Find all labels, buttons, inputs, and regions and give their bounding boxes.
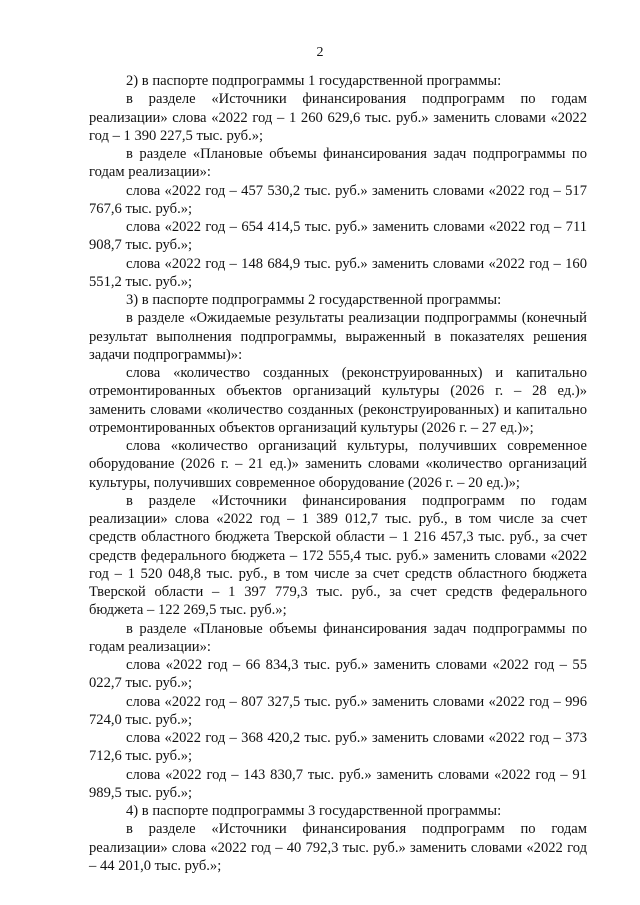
paragraph-replace-words: слова «количество созданных (реконструированных) и капитально отремонтированных объектов организаций культуры (2026 г. – 28 ед.)» заменить словами «количество созданных (реконструированных) и капитально отремонтированных объектов организаций культуры (2026 г. – 27 ед.)»; [89, 365, 587, 436]
paragraph-item-2: 2) в паспорте подпрограммы 1 государственной программы: [126, 73, 502, 89]
paragraph-replace-words: слова «2022 год – 457 530,2 тыс. руб.» заменить словами «2022 год – 517 767,6 тыс. руб.»; [89, 182, 587, 217]
paragraph-planned-volumes-sub1: в разделе «Плановые объемы финансирования задач подпрограммы по годам реализации»: [89, 146, 587, 181]
paragraph-replace-words: слова «2022 год – 807 327,5 тыс. руб.» заменить словами «2022 год – 996 724,0 тыс. руб.»; [89, 693, 587, 728]
paragraph-item-4: 4) в паспорте подпрограммы 3 государственной программы: [126, 803, 502, 819]
paragraph-sources-financing-sub1: в разделе «Источники финансирования подпрограмм по годам реализации» слова «2022 год – 1 260 629,6 тыс. руб.» заменить словами «2022 год – 1 390 227,5 тыс. руб.»; [89, 91, 587, 144]
paragraph-replace-words: слова «2022 год – 66 834,3 тыс. руб.» заменить словами «2022 год – 55 022,7 тыс. руб.»; [89, 657, 587, 692]
document-body [89, 72, 587, 875]
paragraph-item-3: 3) в паспорте подпрограммы 2 государственной программы: [126, 292, 502, 308]
paragraph-replace-words: слова «2022 год – 654 414,5 тыс. руб.» заменить словами «2022 год – 711 908,7 тыс. руб.»; [89, 219, 587, 254]
paragraph-sources-financing-sub2: в разделе «Источники финансирования подпрограмм по годам реализации» слова «2022 год – 1 389 012,7 тыс. руб., в том числе за счет средств областного бюджета Тверской области – 1 216 457,3 тыс. руб., за счет средств федерального бюджета – 172 555,4 тыс. руб.» заменить словами «2022 год – 1 520 048,8 тыс. руб., в том числе за счет средств областного бюджета Тверской области – 1 397 779,3 тыс. руб., за счет средств федерального бюджета – 122 269,5 тыс. руб.»; [89, 492, 587, 619]
paragraph-planned-volumes-sub2: в разделе «Плановые объемы финансирования задач подпрограммы по годам реализации»: [89, 620, 587, 655]
page-number: 2 [316, 45, 324, 60]
paragraph-replace-words: слова «2022 год – 143 830,7 тыс. руб.» заменить словами «2022 год – 91 989,5 тыс. руб.»; [89, 766, 587, 801]
paragraph-replace-words: слова «2022 год – 368 420,2 тыс. руб.» заменить словами «2022 год – 373 712,6 тыс. руб.»; [89, 730, 587, 765]
paragraph-sources-financing-sub3: в разделе «Источники финансирования подпрограмм по годам реализации» слова «2022 год – 40 792,3 тыс. руб.» заменить словами «2022 год – 44 201,0 тыс. руб.»; [89, 821, 587, 874]
paragraph-replace-words: слова «2022 год – 148 684,9 тыс. руб.» заменить словами «2022 год – 160 551,2 тыс. руб.»; [89, 255, 587, 290]
paragraph-replace-words: слова «количество организаций культуры, получивших современное оборудование (2026 г. – 21 ед.)» заменить словами «количество организаций культуры, получивших современное оборудование (2026 г. – 20 ед.)»; [89, 438, 587, 491]
paragraph-expected-results: в разделе «Ожидаемые результаты реализации подпрограммы (конечный результат выполнения подпрограммы, выраженный в показателях решения задачи подпрограммы)»: [89, 310, 587, 363]
